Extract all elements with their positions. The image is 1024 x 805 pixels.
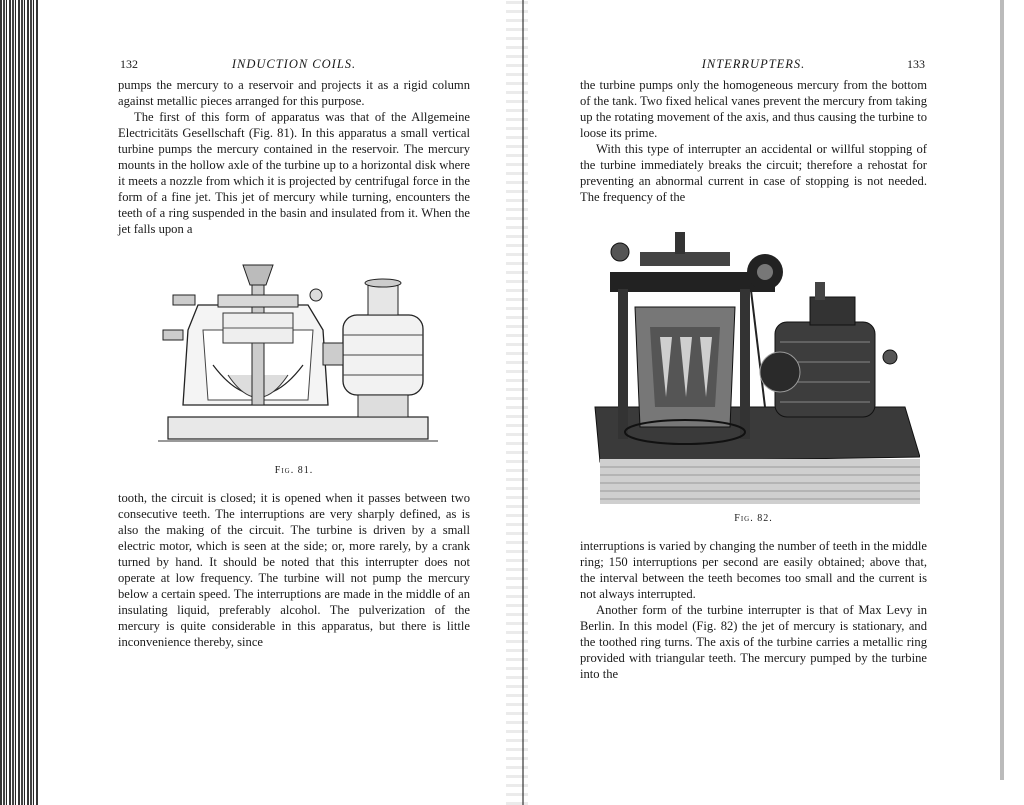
figure-82-illustration (590, 227, 920, 507)
right-paragraph-1: the turbine pumps only the homogeneous mercury from the bottom of the tank. Two fixed helical vanes prevent the mercury from taking up the rotating movement of the axis, and thus causing the turbine to loose its prime. (580, 78, 927, 140)
left-text-top (118, 77, 470, 237)
right-page-header (580, 55, 927, 77)
left-page-number: 132 (120, 57, 138, 71)
left-text-bottom (118, 490, 470, 650)
figure-82 (580, 227, 927, 524)
right-edge-line (1000, 0, 1004, 780)
right-text-bottom (580, 538, 927, 682)
figure-81-caption: Fig. 81. (274, 465, 314, 476)
right-page-number: 133 (907, 57, 925, 71)
figure-81-illustration (158, 255, 448, 455)
figure-82-caption: Fig. 82. (734, 513, 773, 524)
right-running-head: INTERRUPTERS. (701, 57, 806, 71)
left-paragraph-2: The first of this form of apparatus was that of the Allgemeine Electricitäts Gesellschaft (Fig. 81). In this apparatus a small vertical turbine pumps the mercury contained in the reservoir. The mercury mounts in the hollow axle of the turbine up to a horizontal disk where it meets a nozzle from which it is projected by centrifugal force in the form of a fine jet. This jet of mercury while turning, encounters the teeth of a ring suspended in the basin and insulated from it. When the jet falls upon a (118, 110, 470, 236)
binding-edge (0, 0, 38, 805)
right-paragraph-2: With this type of interrupter an accidental or willful stopping of the turbine immediately breaks the circuit; therefore a rehostat for preventing an abnormal current in case of stopping is not needed. The frequency of the (580, 142, 927, 204)
left-page-header (118, 55, 470, 77)
left-running-head: INDUCTION COILS. (231, 57, 357, 71)
gutter-shadow (506, 0, 528, 805)
left-paragraph-1: pumps the mercury to a reservoir and projects it as a rigid column against metallic pieces arranged for this purpose. (118, 78, 470, 108)
figure-81 (118, 255, 470, 476)
right-paragraph-3: interruptions is varied by changing the number of teeth in the middle ring; 150 interruptions per second are easily obtained; above that, the interval between the teeth becomes too small and the current is not always interrupted. (580, 539, 927, 601)
right-text-top (580, 77, 927, 205)
right-page (580, 55, 927, 682)
gutter-line (522, 0, 524, 805)
left-page (118, 55, 470, 650)
left-paragraph-3: tooth, the circuit is closed; it is opened when it passes between two consecutive teeth. The interruptions are very sharply defined, as is also the making of the circuit. The turbine is driven by a small electric motor, which is seen at the side; or, more rarely, by a crank turned by hand. It should be noted that this interrupter does not operate at low frequency. The turbine will not pump the mercury below a certain speed. The interruptions are made in the middle of an insulating liquid, preferably alcohol. The pulverization of the mercury is quite considerable in this apparatus, but there is little inconvenience thereby, since (118, 491, 470, 649)
right-paragraph-4: Another form of the turbine interrupter is that of Max Levy in Berlin. In this model (Fig. 82) the jet of mercury is stationary, and the toothed ring turns. The axis of the turbine carries a metallic ring provided with triangular teeth. The mercury pumped by the turbine into the (580, 603, 927, 681)
